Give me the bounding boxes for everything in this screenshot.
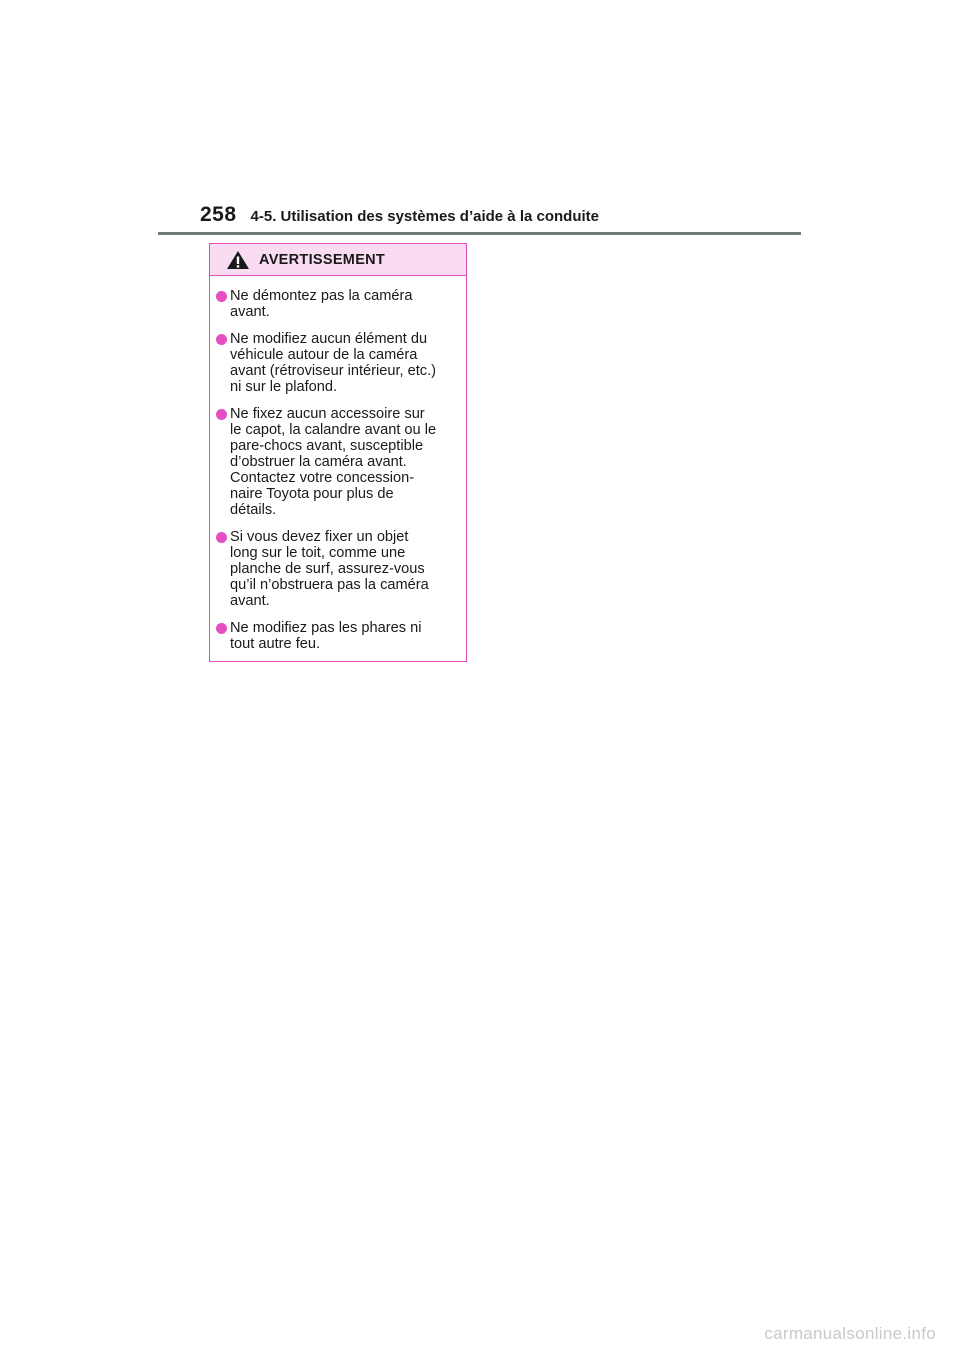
bullet-icon bbox=[216, 334, 227, 345]
list-item-text: Ne fixez aucun accessoire sur le capot, la calandre avant ou le pare-chocs avant, susceptible d’obstruer la caméra avant. Contactez votre concession- naire Toyota pour plus de détails. bbox=[230, 406, 437, 518]
page-number: 258 bbox=[200, 203, 237, 226]
list-item bbox=[216, 620, 458, 652]
warning-box bbox=[209, 243, 467, 662]
list-item bbox=[216, 288, 458, 320]
list-item bbox=[216, 529, 458, 609]
warning-title: AVERTISSEMENT bbox=[259, 251, 386, 268]
page-header bbox=[200, 203, 599, 233]
section-title: 4-5. Utilisation des systèmes d’aide à la conduite bbox=[250, 208, 599, 225]
list-item-text: Ne modifiez aucun élément du véhicule autour de la caméra avant (rétroviseur intérieur, etc.) ni sur le plafond. bbox=[230, 331, 437, 395]
bullet-icon bbox=[216, 623, 227, 634]
bullet-icon bbox=[216, 291, 227, 302]
watermark: carmanualsonline.info bbox=[764, 1324, 936, 1343]
bullet-icon bbox=[216, 532, 227, 543]
list-item-text: Ne démontez pas la caméra avant. bbox=[230, 288, 413, 320]
warning-header bbox=[210, 244, 466, 276]
warning-triangle-icon bbox=[226, 250, 250, 270]
bullet-icon bbox=[216, 409, 227, 420]
list-item bbox=[216, 406, 458, 518]
warning-list bbox=[210, 276, 466, 652]
list-item-text: Si vous devez fixer un objet long sur le toit, comme une planche de surf, assurez-vous qu’il n’obstruera pas la caméra avant. bbox=[230, 529, 429, 609]
header-divider bbox=[158, 232, 801, 235]
list-item bbox=[216, 331, 458, 395]
list-item-text: Ne modifiez pas les phares ni tout autre feu. bbox=[230, 620, 422, 652]
